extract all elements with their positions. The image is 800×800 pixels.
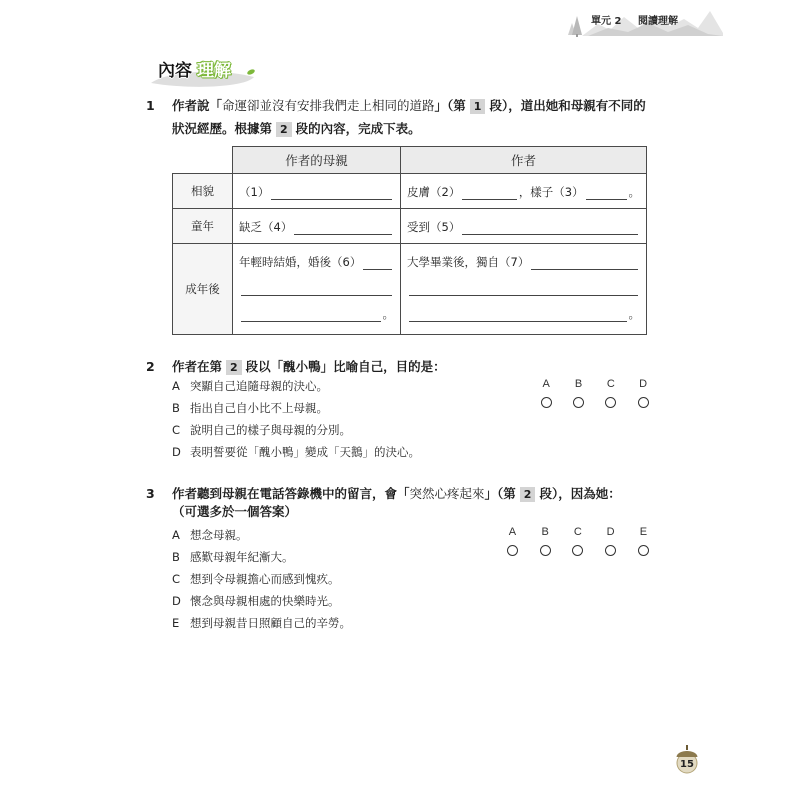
header-mother: 作者的母親 (233, 147, 401, 174)
question-1-line-1 (172, 98, 646, 114)
q3-option-b (172, 549, 351, 571)
question-2-options (172, 378, 420, 466)
question-2-answer-bubbles (530, 377, 659, 408)
bubble-letter: C (606, 378, 615, 390)
row-label-appearance: 相貌 (173, 174, 233, 209)
prompt-3: ，樣子（3） (518, 185, 584, 199)
q2-bubble-c[interactable] (595, 377, 627, 408)
answer-circle[interactable] (507, 545, 518, 556)
answer-circle[interactable] (541, 397, 552, 408)
option-letter: E (172, 616, 180, 630)
q2-bubble-b[interactable] (562, 377, 594, 408)
prompt-5: 受到（5） (407, 220, 461, 234)
option-letter: B (172, 401, 180, 415)
cell-mother-adulthood (233, 244, 401, 335)
question-3-options (172, 527, 351, 637)
option-text: 想念母親。 (190, 528, 248, 542)
option-letter: A (172, 528, 180, 542)
section-title-light: 理解 (197, 61, 231, 81)
bubble-letter: E (639, 526, 648, 538)
q3-text-c: 段），因為她： (539, 486, 621, 501)
option-letter: A (172, 379, 180, 393)
paragraph-ref-box: 1 (470, 99, 486, 114)
prompt-1: （1） (239, 185, 270, 199)
section-title-dark: 內容 (158, 61, 192, 81)
answer-circle[interactable] (540, 545, 551, 556)
header-author: 作者 (401, 147, 647, 174)
cell-author-childhood (401, 209, 647, 244)
q3-option-d (172, 593, 351, 615)
q2-text-a: 作者在第 (172, 359, 223, 374)
blank-5[interactable] (462, 220, 638, 235)
bubble-letter: B (541, 526, 549, 538)
blank-6-line-3[interactable] (241, 307, 381, 322)
q2-bubble-d[interactable] (627, 377, 659, 408)
period-3: 。 (628, 185, 640, 199)
q1-quote: 命運卻並沒有安排我們走上相同的道路 (222, 98, 435, 113)
bubble-letter: D (639, 378, 648, 390)
question-2-number: 2 (146, 359, 155, 374)
answer-circle[interactable] (573, 397, 584, 408)
cell-mother-childhood (233, 209, 401, 244)
option-letter: D (172, 445, 181, 459)
blank-6-line-2[interactable] (241, 281, 392, 296)
question-1-line-2 (172, 121, 421, 137)
blank-3[interactable] (586, 185, 627, 200)
q3-quote: 突然心疼起來 (409, 486, 485, 501)
q3-text-b: 」（第 (484, 486, 516, 501)
option-text: 懷念與母親相處的快樂時光。 (190, 594, 340, 608)
option-text: 想到令母親擔心而感到愧疚。 (190, 572, 340, 586)
q3-bubble-a[interactable] (496, 525, 529, 556)
option-text: 指出自己自小比不上母親。 (190, 401, 328, 415)
option-letter: B (172, 550, 180, 564)
option-text: 表明誓要從「醜小鴨」變成「天鵝」的決心。 (190, 445, 420, 459)
answer-circle[interactable] (605, 545, 616, 556)
blank-7-line-3[interactable] (409, 307, 627, 322)
prompt-4: 缺乏（4） (239, 220, 293, 234)
comparison-table (172, 146, 647, 335)
question-3-answer-bubbles (496, 525, 660, 556)
period-7: 。 (628, 307, 640, 321)
bubble-letter: A (542, 378, 550, 390)
prompt-7: 大學畢業後，獨自（7） (407, 255, 530, 269)
blank-4[interactable] (294, 220, 392, 235)
row-label-childhood: 童年 (173, 209, 233, 244)
table-corner-cell (173, 147, 233, 174)
paragraph-ref-box: 2 (226, 360, 242, 375)
bubble-letter: A (508, 526, 517, 538)
blank-7-line-1[interactable] (531, 255, 638, 270)
blank-7-line-2[interactable] (409, 281, 638, 296)
q2-option-c (172, 422, 420, 444)
prompt-6: 年輕時結婚，婚後（6） (239, 255, 362, 269)
q1-text-d: 狀況經歷。根據第 (172, 121, 273, 136)
q3-bubble-c[interactable] (562, 525, 595, 556)
table-row-adulthood (173, 244, 647, 335)
q2-bubble-a[interactable] (530, 377, 562, 408)
option-text: 突顯自己追隨母親的決心。 (190, 379, 328, 393)
q3-bubble-d[interactable] (594, 525, 627, 556)
q2-option-d (172, 444, 420, 466)
question-3-number: 3 (146, 486, 155, 501)
q3-bubble-e[interactable] (627, 525, 660, 556)
option-text: 說明自己的樣子與母親的分別。 (190, 423, 351, 437)
blank-6-line-1[interactable] (363, 255, 392, 270)
leaf-icon (246, 68, 255, 75)
bubble-letter: B (574, 378, 583, 390)
q1-text-e: 段的內容，完成下表。 (295, 121, 421, 136)
blank-2[interactable] (462, 185, 516, 200)
q1-text-c: 段），道出她和母親有不同的 (489, 98, 646, 113)
question-1-number: 1 (146, 98, 155, 113)
q3-option-a (172, 527, 351, 549)
question-2-stem (172, 359, 446, 375)
bubble-letter: C (573, 526, 582, 538)
q1-text-a: 作者說「 (172, 98, 223, 113)
option-letter: C (172, 423, 181, 437)
answer-circle[interactable] (638, 545, 649, 556)
cell-author-appearance (401, 174, 647, 209)
option-letter: D (172, 594, 181, 608)
row-label-adulthood: 成年後 (173, 244, 233, 335)
paragraph-ref-box: 2 (276, 122, 292, 137)
answer-circle[interactable] (572, 545, 583, 556)
option-text: 想到母親昔日照顧自己的辛勞。 (190, 616, 351, 630)
table-row-childhood (173, 209, 647, 244)
answer-circle[interactable] (605, 397, 616, 408)
table-header-row (173, 147, 647, 174)
unit-title: 閱讀理解 (638, 16, 678, 27)
cell-author-adulthood (401, 244, 647, 335)
q3-text-a: 作者聽到母親在電話答錄機中的留言，會「 (172, 486, 410, 501)
q2-text-b: 段以「醜小鴨」比喻自己，目的是： (245, 359, 446, 374)
question-3-stem (172, 486, 621, 502)
prompt-2: 皮膚（2） (407, 185, 461, 199)
q2-option-b (172, 400, 420, 422)
q3-option-e (172, 615, 351, 637)
answer-circle[interactable] (638, 397, 649, 408)
blank-1[interactable] (271, 185, 392, 200)
table-row-appearance (173, 174, 647, 209)
cell-mother-appearance (233, 174, 401, 209)
q3-bubble-b[interactable] (529, 525, 562, 556)
paragraph-ref-box: 2 (520, 487, 536, 502)
unit-label: 單元 2 (591, 16, 622, 27)
option-text: 感歎母親年紀漸大。 (190, 550, 294, 564)
q1-text-b: 」（第 (434, 98, 466, 113)
option-letter: C (172, 572, 181, 586)
q3-option-c (172, 571, 351, 593)
page-number: 15 (680, 759, 694, 770)
q2-option-a (172, 378, 420, 400)
bubble-letter: D (606, 526, 615, 538)
period-6: 。 (382, 307, 394, 321)
question-3-note: （可選多於一個答案） (172, 504, 298, 519)
